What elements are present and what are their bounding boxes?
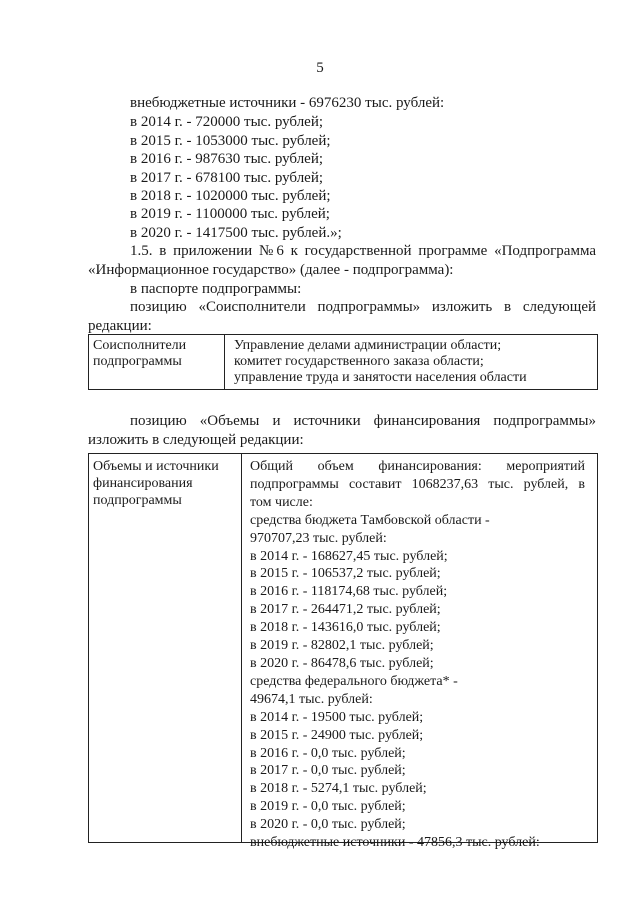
table-value-line: 970707,23 тыс. рублей: — [250, 530, 387, 546]
budget-year-line: в 2015 г. - 1053000 тыс. рублей; — [130, 133, 331, 149]
page-number: 5 — [316, 60, 324, 76]
table-value-line: внебюджетные источники - 47856,3 тыс. рублей: — [250, 835, 540, 851]
table-value-line: в 2015 г. - 24900 тыс. рублей; — [250, 727, 424, 743]
budget-year-line: в 2017 г. - 678100 тыс. рублей; — [130, 170, 324, 186]
paragraph-1-5-continued: «Информационное государство» (далее - подпрограмма): — [88, 262, 454, 278]
table-divider — [241, 454, 242, 842]
paragraph-position-funding-continued: изложить в следующей редакции: — [88, 432, 304, 448]
table-value-line: том числе: — [250, 494, 313, 510]
table-value-line: в 2016 г. - 118174,68 тыс. рублей; — [250, 584, 448, 600]
budget-year-line: в 2020 г. - 1417500 тыс. рублей.»; — [130, 225, 342, 241]
table-value-line: комитет государственного заказа области; — [234, 354, 484, 369]
table-value-line: в 2020 г. - 0,0 тыс. рублей; — [250, 817, 406, 833]
budget-year-line: в 2019 г. - 1100000 тыс. рублей; — [130, 206, 330, 222]
table-value-line: Управление делами администрации области; — [234, 338, 502, 353]
table-value-line: средства бюджета Тамбовской области - — [250, 512, 490, 528]
budget-year-line: в 2016 г. - 987630 тыс. рублей; — [130, 151, 324, 167]
table-value-line: 49674,1 тыс. рублей: — [250, 691, 373, 707]
table-value-line: в 2018 г. - 5274,1 тыс. рублей; — [250, 781, 427, 797]
funding-table — [88, 453, 598, 851]
table-value-line: в 2019 г. - 82802,1 тыс. рублей; — [250, 638, 434, 654]
table-value-line: в 2016 г. - 0,0 тыс. рублей; — [250, 745, 406, 761]
table-value-line: в 2014 г. - 168627,45 тыс. рублей; — [250, 548, 448, 564]
paragraph-passport: в паспорте подпрограммы: — [130, 281, 302, 297]
table-value-cell — [234, 338, 527, 386]
budget-year-line: в 2014 г. - 720000 тыс. рублей; — [130, 114, 324, 130]
paragraph-1-5: 1.5. в приложении №6 к государственной программе «Подпрограмма — [130, 243, 596, 259]
table-value-line: средства федерального бюджета* - — [250, 673, 458, 689]
paragraph-position-funding: позицию «Объемы и источники финансирования подпрограммы» — [130, 413, 596, 429]
table-value-cell — [250, 458, 585, 852]
coexecutors-table — [88, 334, 598, 390]
table-value-line: в 2019 г. - 0,0 тыс. рублей; — [250, 799, 406, 815]
table-value-line: управление труда и занятости населения области — [234, 370, 527, 385]
table-value-line: подпрограммы составит 1068237,63 тыс. рублей, в — [250, 476, 585, 492]
table-value-line: Общий объем финансирования: мероприятий — [250, 459, 585, 474]
paragraph-position-coexecutors-continued: редакции: — [88, 318, 152, 334]
table-value-line: в 2014 г. - 19500 тыс. рублей; — [250, 709, 424, 725]
table-label-cell: Объемы и источники финансирования подпрограммы — [93, 459, 219, 508]
table-label-cell: Соисполнители подпрограммы — [93, 338, 187, 369]
budget-year-line: в 2018 г. - 1020000 тыс. рублей; — [130, 188, 331, 204]
table-value-line: в 2018 г. - 143616,0 тыс. рублей; — [250, 620, 441, 636]
budget-line: внебюджетные источники - 6976230 тыс. рублей: — [130, 95, 445, 111]
table-value-line: в 2015 г. - 106537,2 тыс. рублей; — [250, 566, 441, 582]
table-divider — [224, 335, 225, 389]
table-value-line: в 2017 г. - 0,0 тыс. рублей; — [250, 763, 406, 779]
table-value-line: в 2017 г. - 264471,2 тыс. рублей; — [250, 602, 441, 618]
paragraph-position-coexecutors: позицию «Соисполнители подпрограммы» изложить в следующей — [130, 299, 596, 315]
table-value-line: в 2020 г. - 86478,6 тыс. рублей; — [250, 655, 434, 671]
